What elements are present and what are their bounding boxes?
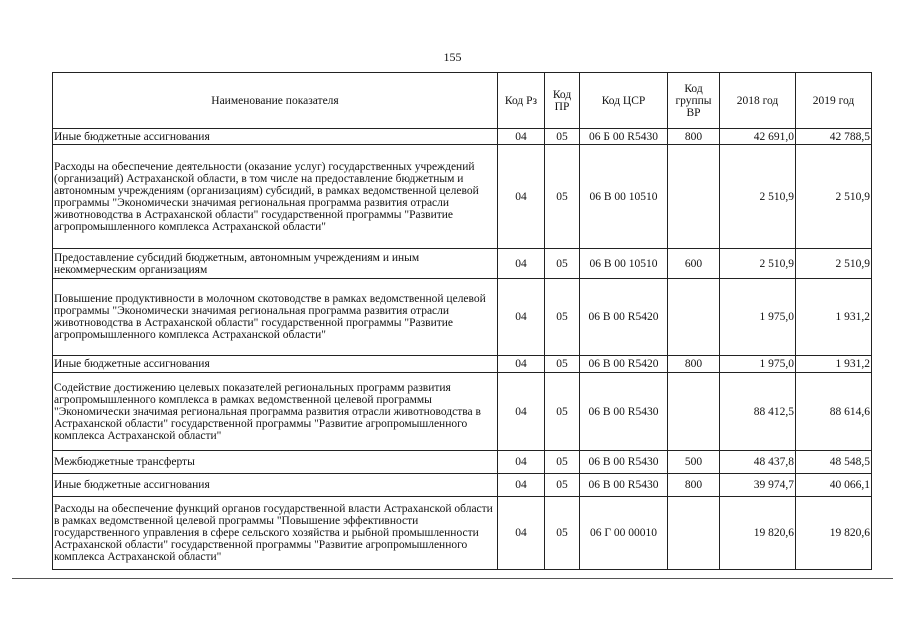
table-row bbox=[53, 249, 872, 279]
row-2019: 42 788,5 bbox=[796, 129, 872, 145]
header-2019: 2019 год bbox=[796, 73, 872, 129]
row-csr: 06 В 00 R5430 bbox=[580, 451, 668, 474]
table-row bbox=[53, 451, 872, 474]
row-rz: 04 bbox=[498, 356, 545, 373]
row-csr: 06 В 00 R5430 bbox=[580, 474, 668, 497]
row-vr bbox=[668, 373, 720, 451]
row-2018: 2 510,9 bbox=[720, 249, 796, 279]
row-csr: 06 В 00 R5420 bbox=[580, 279, 668, 356]
row-2019: 40 066,1 bbox=[796, 474, 872, 497]
row-2018: 1 975,0 bbox=[720, 356, 796, 373]
header-pr: Код ПР bbox=[545, 73, 580, 129]
row-2019: 2 510,9 bbox=[796, 249, 872, 279]
row-2018: 42 691,0 bbox=[720, 129, 796, 145]
row-2018: 1 975,0 bbox=[720, 279, 796, 356]
row-2018: 2 510,9 bbox=[720, 145, 796, 249]
row-vr bbox=[668, 497, 720, 570]
row-name: Расходы на обеспечение деятельности (оказание услуг) государственных учреждений (организаций) Астраханской области, в том числе на предоставление бюджетным и автономным учреждениям (организациям) субсидий, в рамках ведомственной целевой программы "Экономически значимая региональная программа развития отрасли животноводства в Астраханской области" государственной программы "Развитие агропромышленного комплекса Астраханской области" bbox=[53, 145, 498, 249]
row-csr: 06 В 00 R5430 bbox=[580, 373, 668, 451]
row-name: Иные бюджетные ассигнования bbox=[53, 474, 498, 497]
row-csr: 06 Г 00 00010 bbox=[580, 497, 668, 570]
row-2019: 1 931,2 bbox=[796, 356, 872, 373]
row-name: Расходы на обеспечение функций органов государственной власти Астраханской области в рамках ведомственной целевой программы "Повышение эффективности государственного управления в сфере сельского хозяйства и рыбной промышленности Астраханской области" государственной программы "Развитие агропромышленного комплекса Астраханской области" bbox=[53, 497, 498, 570]
row-csr: 06 Б 00 R5430 bbox=[580, 129, 668, 145]
row-2019: 2 510,9 bbox=[796, 145, 872, 249]
table-row bbox=[53, 474, 872, 497]
row-rz: 04 bbox=[498, 497, 545, 570]
row-pr: 05 bbox=[545, 249, 580, 279]
row-name: Содействие достижению целевых показателей региональных программ развития агропромышленного комплекса в рамках ведомственной целевой программы "Экономически значимая региональная программа развития отрасли животноводства в Астраханской области" государственной программы "Развитие агропромышленного комплекса Астраханской области" bbox=[53, 373, 498, 451]
row-name: Повышение продуктивности в молочном скотоводстве в рамках ведомственной целевой программы "Экономически значимая региональная программа развития отрасли животноводства в Астраханской области" государственной программы "Развитие агропромышленного комплекса Астраханской области" bbox=[53, 279, 498, 356]
row-vr: 800 bbox=[668, 356, 720, 373]
row-2018: 19 820,6 bbox=[720, 497, 796, 570]
row-vr bbox=[668, 279, 720, 356]
row-rz: 04 bbox=[498, 129, 545, 145]
row-vr bbox=[668, 145, 720, 249]
row-pr: 05 bbox=[545, 497, 580, 570]
row-name: Предоставление субсидий бюджетным, автономным учреждениям и иным некоммерческим организациям bbox=[53, 249, 498, 279]
table-row bbox=[53, 279, 872, 356]
header-rz: Код Рз bbox=[498, 73, 545, 129]
table-header-row bbox=[53, 73, 872, 129]
row-2019: 19 820,6 bbox=[796, 497, 872, 570]
header-csr: Код ЦСР bbox=[580, 73, 668, 129]
row-vr: 600 bbox=[668, 249, 720, 279]
row-2019: 48 548,5 bbox=[796, 451, 872, 474]
row-rz: 04 bbox=[498, 451, 545, 474]
header-vr: Код группы ВР bbox=[668, 73, 720, 129]
table-row bbox=[53, 373, 872, 451]
row-name: Межбюджетные трансферты bbox=[53, 451, 498, 474]
page-number: 155 bbox=[443, 50, 462, 64]
row-rz: 04 bbox=[498, 145, 545, 249]
row-pr: 05 bbox=[545, 373, 580, 451]
row-pr: 05 bbox=[545, 474, 580, 497]
row-rz: 04 bbox=[498, 249, 545, 279]
page-bottom-divider bbox=[12, 578, 893, 579]
row-pr: 05 bbox=[545, 145, 580, 249]
row-pr: 05 bbox=[545, 279, 580, 356]
row-rz: 04 bbox=[498, 373, 545, 451]
row-2018: 48 437,8 bbox=[720, 451, 796, 474]
row-vr: 800 bbox=[668, 474, 720, 497]
row-vr: 800 bbox=[668, 129, 720, 145]
row-name: Иные бюджетные ассигнования bbox=[53, 129, 498, 145]
row-csr: 06 В 00 10510 bbox=[580, 145, 668, 249]
row-2018: 88 412,5 bbox=[720, 373, 796, 451]
header-name: Наименование показателя bbox=[53, 73, 498, 129]
table-row bbox=[53, 356, 872, 373]
table-row bbox=[53, 145, 872, 249]
budget-table bbox=[52, 72, 872, 570]
row-2019: 88 614,6 bbox=[796, 373, 872, 451]
row-csr: 06 В 00 R5420 bbox=[580, 356, 668, 373]
row-2019: 1 931,2 bbox=[796, 279, 872, 356]
row-rz: 04 bbox=[498, 279, 545, 356]
table-row bbox=[53, 497, 872, 570]
header-2018: 2018 год bbox=[720, 73, 796, 129]
row-pr: 05 bbox=[545, 356, 580, 373]
row-2018: 39 974,7 bbox=[720, 474, 796, 497]
row-pr: 05 bbox=[545, 451, 580, 474]
table-row bbox=[53, 129, 872, 145]
row-rz: 04 bbox=[498, 474, 545, 497]
row-vr: 500 bbox=[668, 451, 720, 474]
row-pr: 05 bbox=[545, 129, 580, 145]
row-csr: 06 В 00 10510 bbox=[580, 249, 668, 279]
row-name: Иные бюджетные ассигнования bbox=[53, 356, 498, 373]
